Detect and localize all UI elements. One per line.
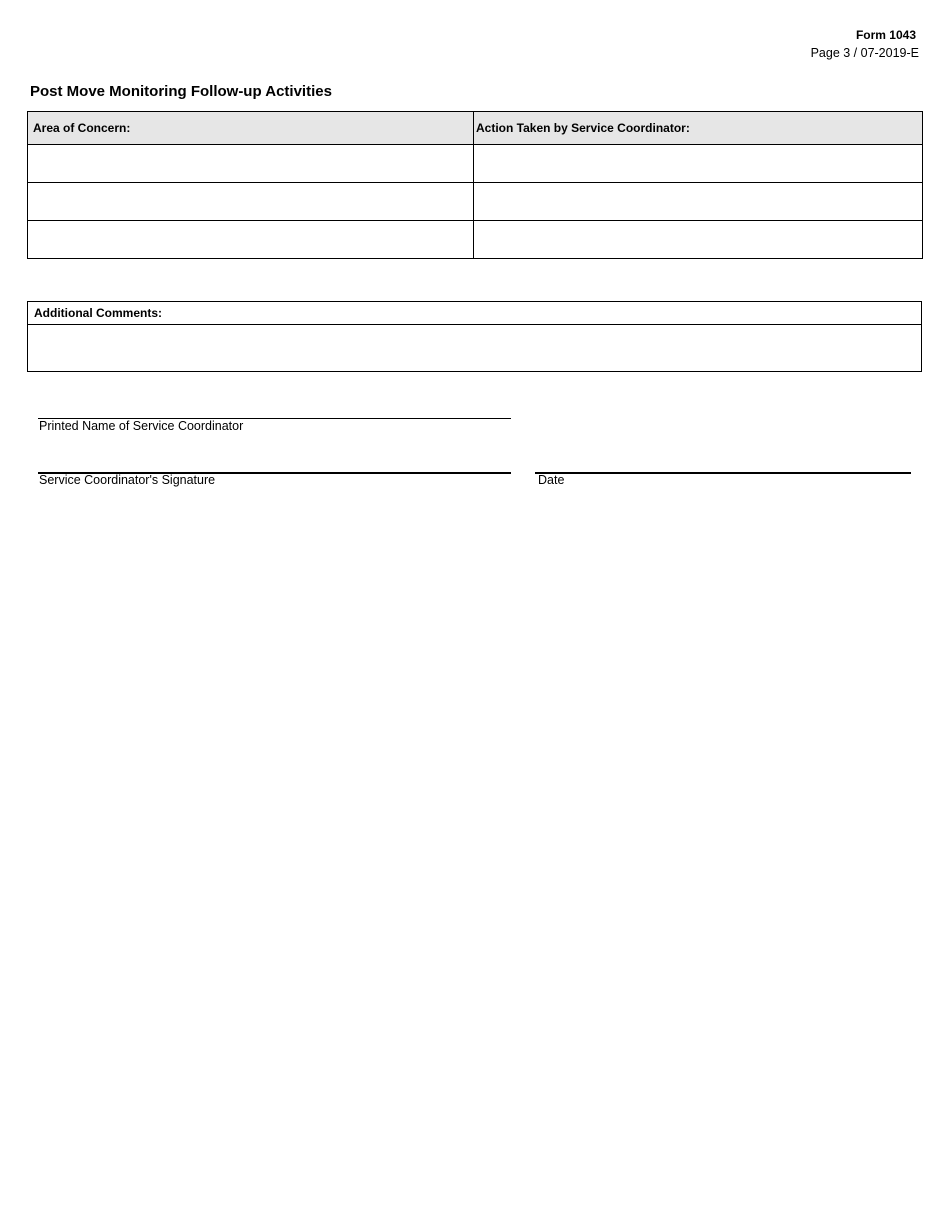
column-header-area-of-concern: Area of Concern: [28, 112, 474, 145]
action-taken-cell[interactable] [474, 221, 923, 259]
form-page-info: Page 3 / 07-2019-E [810, 46, 919, 60]
additional-comments-label: Additional Comments: [28, 302, 921, 325]
signature-label: Service Coordinator's Signature [39, 473, 216, 487]
form-header [811, 27, 919, 62]
action-taken-cell[interactable] [474, 145, 923, 183]
table-row [28, 183, 923, 221]
additional-comments-field[interactable] [28, 325, 921, 371]
area-of-concern-cell[interactable] [28, 183, 474, 221]
form-number: Form 1043 [855, 28, 916, 42]
printed-name-label: Printed Name of Service Coordinator [39, 419, 244, 433]
table-row [28, 145, 923, 183]
page-title: Post Move Monitoring Follow-up Activities [30, 83, 332, 100]
area-of-concern-cell[interactable] [28, 221, 474, 259]
table-header-row [28, 112, 923, 145]
additional-comments-section [27, 301, 922, 372]
action-taken-cell[interactable] [474, 183, 923, 221]
follow-up-activities-table [27, 111, 923, 259]
date-line[interactable] [535, 472, 911, 474]
table-row [28, 221, 923, 259]
date-label: Date [538, 473, 565, 487]
area-of-concern-cell[interactable] [28, 145, 474, 183]
column-header-action-taken: Action Taken by Service Coordinator: [474, 112, 923, 145]
